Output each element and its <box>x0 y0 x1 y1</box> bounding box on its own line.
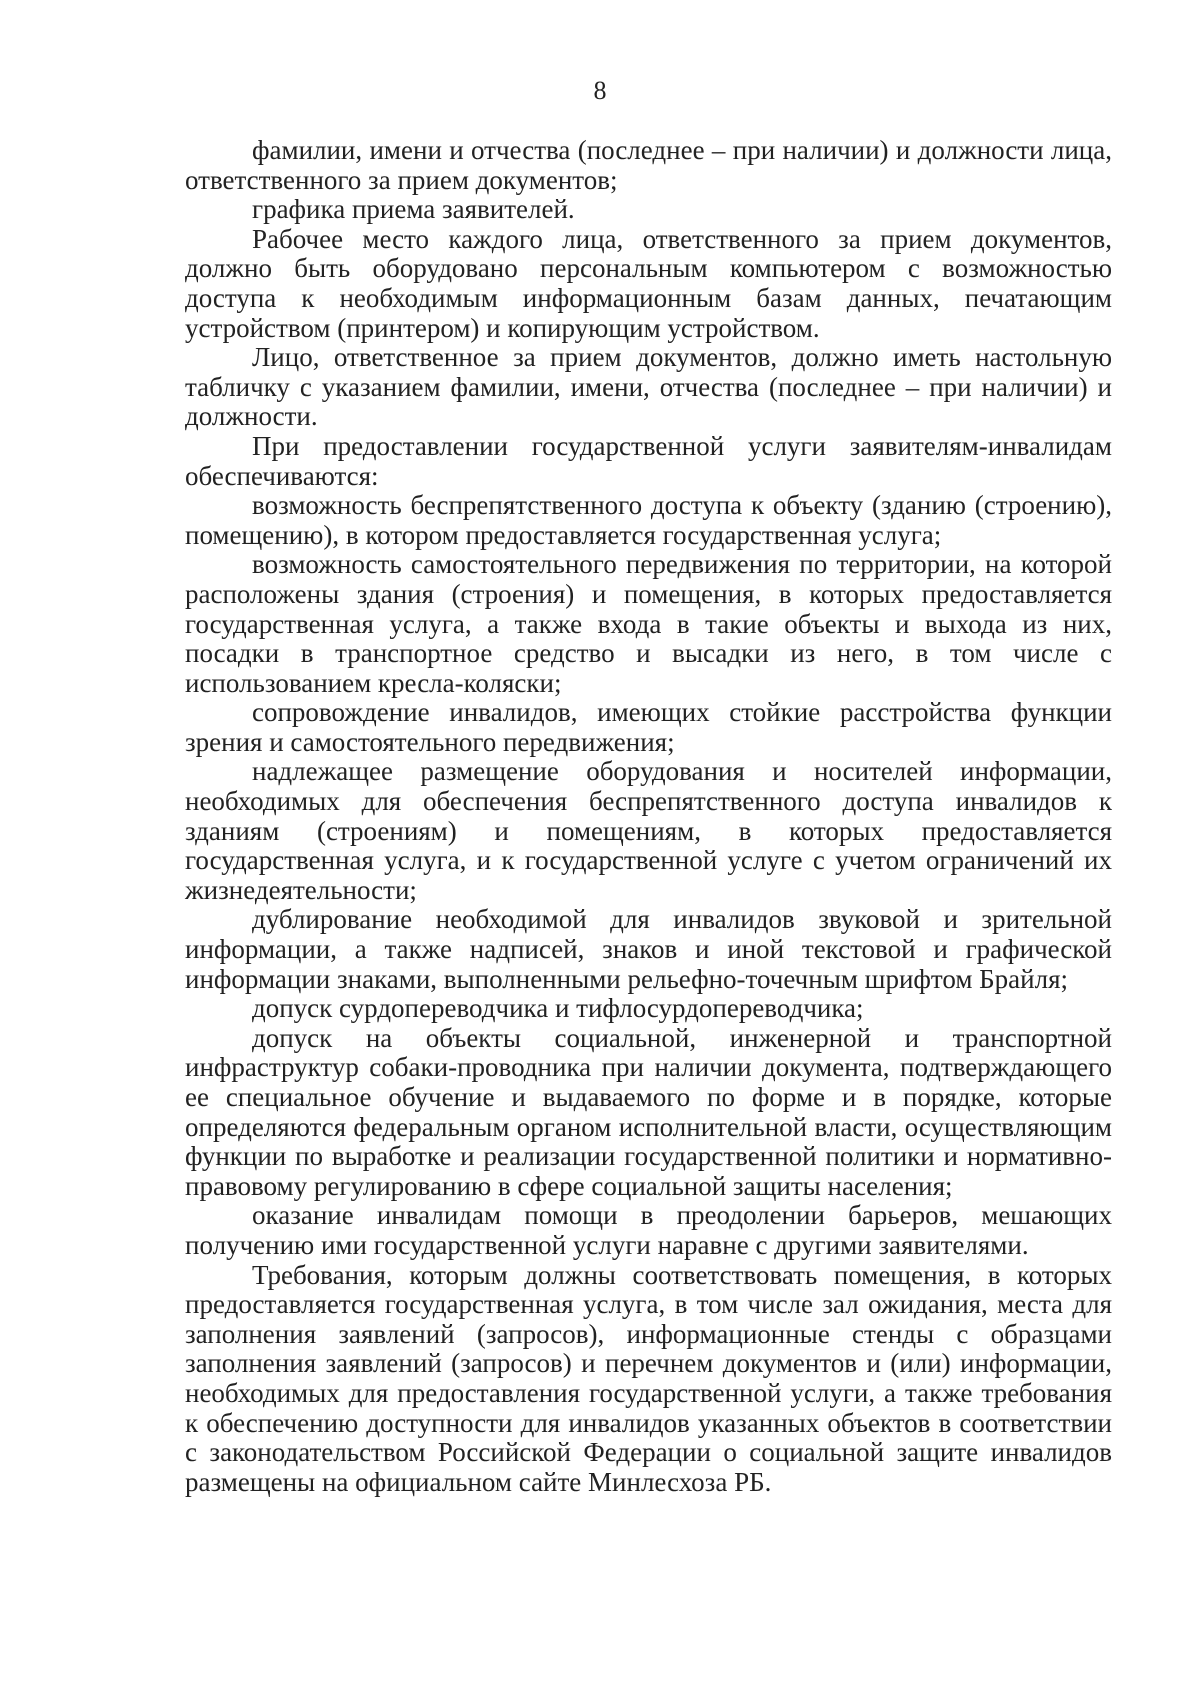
paragraph: возможность беспрепятственного доступа к объекту (зданию (строению), помещению), в котором предоставляется государственная услуга; <box>185 490 1112 550</box>
paragraph: оказание инвалидам помощи в преодолении барьеров, мешающих получению ими государственной услуги наравне с другими заявителями. <box>185 1200 1112 1260</box>
paragraph: Требования, которым должны соответствовать помещения, в которых предоставляется государственная услуга, в том числе зал ожидания, места для заполнения заявлений (запросов), информационные стенды с образцами заполнения заявлений (запросов) и перечнем документов и (или) информации, необходимых для предоставления государственной услуги, а также требования к обеспечению доступности для инвалидов указанных объектов в соответствии с законодательством Российской Федерации о социальной защите инвалидов размещены на официальном сайте Минлесхоза РБ. <box>185 1259 1112 1497</box>
paragraph: допуск на объекты социальной, инженерной и транспортной инфраструктур собаки-проводника при наличии документа, подтверждающего ее специальное обучение и выдаваемого по форме и в порядке, которые определяются федеральным органом исполнительной власти, осуществляющим функции по выработке и реализации государственной политики и нормативно-правовому регулированию в сфере социальной защиты населения; <box>185 1022 1112 1201</box>
paragraph: фамилии, имени и отчества (последнее – при наличии) и должности лица, ответственного за прием документов; <box>185 135 1112 195</box>
paragraph: При предоставлении государственной услуги заявителям-инвалидам обеспечиваются: <box>185 430 1112 491</box>
paragraph: надлежащее размещение оборудования и носителей информации, необходимых для обеспечения беспрепятственного доступа инвалидов к зданиям (строениям) и помещениям, в которых предоставляется государственная услуга, и к государственной услуге с учетом ограничений их жизнедеятельности; <box>185 756 1112 905</box>
paragraph: Лицо, ответственное за прием документов, должно иметь настольную табличку с указанием фамилии, имени, отчества (последнее – при наличии) и должности. <box>185 342 1112 432</box>
page-number: 8 <box>593 76 607 105</box>
document-body <box>185 136 1112 1497</box>
paragraph: графика приема заявителей. <box>252 194 575 225</box>
paragraph: возможность самостоятельного передвижения по территории, на которой расположены здания (строения) и помещения, в которых предоставляется государственная услуга, а также входа в такие объекты и выхода из них, посадки в транспортное средство и высадки из него, в том числе с использованием кресла-коляски; <box>185 549 1112 698</box>
paragraph: допуск сурдопереводчика и тифлосурдопереводчика; <box>252 993 864 1024</box>
paragraph: сопровождение инвалидов, имеющих стойкие расстройства функции зрения и самостоятельного передвижения; <box>185 697 1112 757</box>
paragraph: дублирование необходимой для инвалидов звуковой и зрительной информации, а также надписей, знаков и иной текстовой и графической информации знаками, выполненными рельефно-точечным шрифтом Брайля; <box>185 904 1112 994</box>
paragraph: Рабочее место каждого лица, ответственного за прием документов, должно быть оборудовано персональным компьютером с возможностью доступа к необходимым информационным базам данных, печатающим устройством (принтером) и копирующим устройством. <box>185 223 1112 343</box>
